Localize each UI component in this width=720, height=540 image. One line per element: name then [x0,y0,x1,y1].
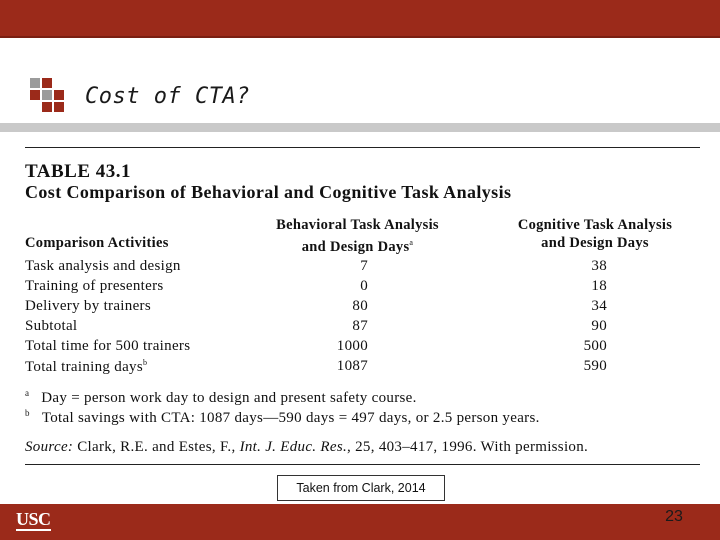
source-label: Source: [25,439,74,455]
row-behavioral: 80 [352,298,368,314]
column-header-behavioral-line2-text: and Design Days [301,238,410,255]
footnote-b [25,408,540,427]
row-cognitive: 90 [591,318,607,334]
usc-logo: USC [16,509,51,529]
row-activity: Total time for 500 trainers [25,338,191,354]
row-cognitive: 34 [591,298,607,314]
row-activity-text: Total training days [25,359,143,375]
row-activity: Subtotal [25,318,78,334]
table-row [25,358,700,378]
footnote-marker: b [25,408,30,418]
slide-title: Cost of CTA? [85,84,250,109]
footnote-text: Total savings with CTA: 1087 days—590 days = 497 days, or 2.5 person years. [41,410,540,426]
row-cognitive: 38 [591,258,607,274]
table-row [25,338,700,358]
row-behavioral: 0 [360,278,368,294]
header-bar [0,0,720,36]
footnote-text: Day = person work day to design and present safety course. [41,390,417,406]
column-header-behavioral [245,216,470,256]
footnote-marker: a [25,388,30,398]
footnote-marker-b: b [142,358,148,367]
row-cognitive: 500 [583,338,607,354]
footer-bar [0,504,720,540]
title-underline-bar [0,123,720,132]
source-journal: Int. J. Educ. Res. [239,439,348,455]
row-cognitive: 590 [583,358,607,374]
table-top-rule [25,147,700,148]
row-behavioral: 1087 [336,358,368,374]
footnote-marker-a: a [409,238,414,247]
row-activity: Delivery by trainers [25,298,151,314]
row-behavioral: 87 [352,318,368,334]
column-header-activity: Comparison Activities [25,235,169,251]
row-activity [25,358,147,376]
row-activity: Training of presenters [25,278,164,294]
image-caption: Taken from Clark, 2014 [277,475,445,501]
row-behavioral: 1000 [336,338,368,354]
row-activity: Task analysis and design [25,258,181,274]
table-source [25,439,588,456]
table-row [25,318,700,338]
table-bottom-rule [25,464,700,465]
table-row [25,298,700,318]
column-header-cognitive [490,216,700,252]
bullet-squares-icon [30,78,66,114]
row-cognitive: 18 [591,278,607,294]
column-header-cognitive-line2: and Design Days [541,235,649,251]
source-details: , 25, 403–417, 1996. With permission. [347,439,589,455]
column-header-cognitive-line1: Cognitive Task Analysis [517,217,673,233]
row-behavioral: 7 [360,258,368,274]
source-authors: Clark, R.E. and Estes, F., [73,439,240,455]
table-title: Cost Comparison of Behavioral and Cognitive Task Analysis [25,182,512,202]
column-header-behavioral-line1: Behavioral Task Analysis [276,217,439,233]
page-number: 23 [665,508,683,525]
footnote-a [25,388,417,407]
table-row [25,278,700,298]
header-divider [0,36,720,38]
table-number: TABLE 43.1 [25,161,132,182]
table-row [25,258,700,278]
column-header-behavioral-line2 [245,234,470,256]
